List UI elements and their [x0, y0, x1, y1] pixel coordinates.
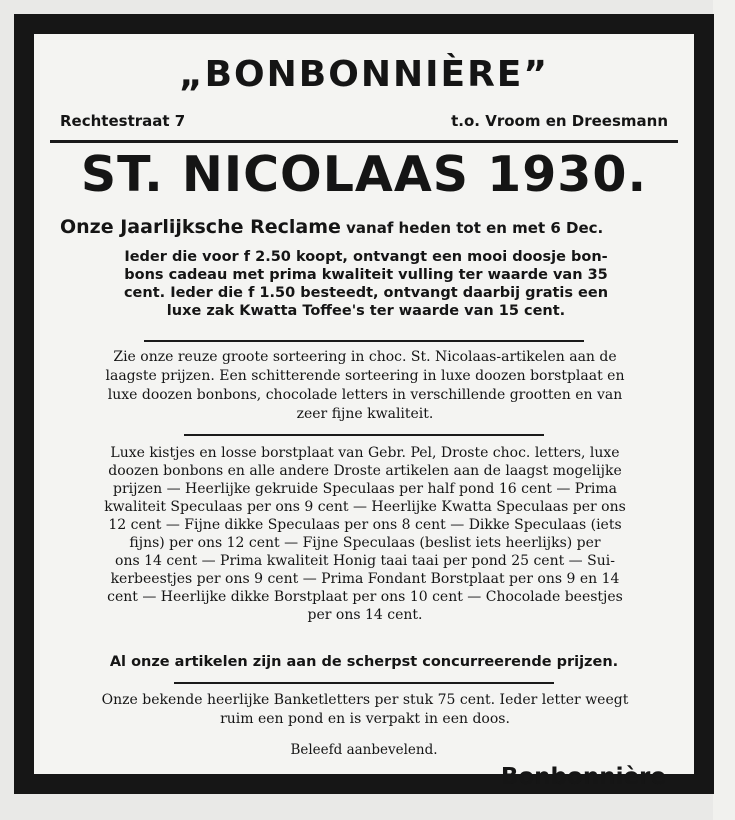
text-line: per ons 14 cent.: [307, 607, 423, 623]
paragraph-prices: [56, 444, 674, 624]
header-divider: [50, 140, 678, 143]
street-address: Rechtestraat 7: [60, 112, 186, 130]
advertisement-content: [44, 34, 684, 790]
text-line: Luxe kistjes en losse borstplaat van Gebr. Pel, Droste choc. letters, luxe: [110, 445, 620, 461]
subtitle-period: vanaf heden tot en met 6 Dec.: [340, 219, 604, 237]
text-line: luxe doozen bonbons, chocolade letters in verschillende grootten en van: [107, 387, 623, 403]
offer-line: bons cadeau met prima kwaliteit vulling ter waarde van 35: [124, 267, 608, 283]
paper-edge: [713, 0, 735, 820]
advertisement-frame: [14, 14, 714, 794]
shop-name: „BONBONNIÈRE”: [178, 54, 550, 95]
ad-title: ST. NICOLAAS 1930.: [80, 146, 648, 203]
section-divider: [144, 340, 584, 342]
price-statement: Al onze artikelen zijn aan de scherpst concurreerende prijzen.: [109, 654, 619, 670]
text-line: 12 cent — Fijne dikke Speculaas per ons 8 cent — Dikke Speculaas (iets: [108, 517, 622, 533]
offer-line: luxe zak Kwatta Toffee's ter waarde van 15 cent.: [166, 303, 566, 319]
location-note: t.o. Vroom en Dreesmann: [451, 112, 668, 130]
offer-line: Ieder die voor f 2.50 koopt, ontvangt een mooi doosje bon-: [124, 249, 608, 265]
address-line: [60, 112, 668, 130]
text-line: Onze bekende heerlijke Banketletters per stuk 75 cent. Ieder letter weegt: [101, 692, 629, 708]
text-line: doozen bonbons en alle andere Droste artikelen aan de laagst mogelijke: [108, 463, 622, 479]
text-line: prijzen — Heerlijke gekruide Speculaas per half pond 16 cent — Prima: [113, 481, 617, 497]
paragraph-assortment: [56, 348, 674, 424]
text-line: ruim een pond en is verpakt in een doos.: [220, 711, 510, 727]
text-line: kerbeestjes per ons 9 cent — Prima Fondant Borstplaat per ons 9 en 14: [110, 571, 620, 587]
subtitle-main: Onze Jaarlijksche Reclame: [60, 216, 341, 238]
paragraph-banketletters: [56, 691, 674, 729]
text-line: kwaliteit Speculaas per ons 9 cent — Heerlijke Kwatta Speculaas per ons: [104, 499, 626, 515]
section-divider: [174, 682, 554, 684]
text-line: cent — Heerlijke dikke Borstplaat per ons 10 cent — Chocolade beestjes: [107, 589, 623, 605]
offer-line: cent. Ieder die f 1.50 besteedt, ontvangt daarbij gratis een: [123, 285, 609, 301]
section-divider: [184, 434, 544, 436]
closing-phrase: Beleefd aanbevelend.: [290, 742, 438, 758]
text-line: Zie onze reuze groote sorteering in choc. St. Nicolaas-artikelen aan de: [113, 349, 617, 365]
text-line: laagste prijzen. Een schitterende sorteering in luxe doozen borstplaat en: [105, 368, 625, 384]
text-line: ons 14 cent — Prima kwaliteit Honig taai taai per pond 25 cent — Sui-: [115, 553, 615, 569]
text-line: fijns) per ons 12 cent — Fijne Speculaas (beslist iets heerlijks) per: [129, 535, 601, 551]
offer-text: [58, 248, 674, 320]
text-line: zeer fijne kwaliteit.: [296, 406, 434, 422]
signature: Bonbonnière: [500, 764, 666, 790]
subtitle: [60, 216, 676, 238]
